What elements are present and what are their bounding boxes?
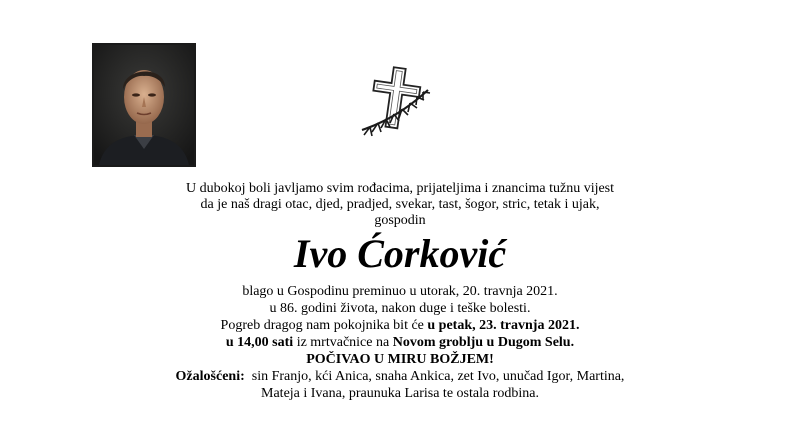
deceased-name: Ivo Ćorković: [293, 231, 507, 276]
funeral-from-text: iz mrtvačnice na: [293, 335, 393, 350]
mourners-label: Ožalošćeni:: [175, 369, 245, 384]
announcement-intro: [0, 181, 800, 229]
funeral-intro-text: Pogreb dragog nam pokojnika bit će: [220, 318, 428, 333]
funeral-date-line: [0, 317, 800, 334]
announcement-details: [0, 283, 800, 402]
funeral-cemetery: Novom groblju u Dugom Selu.: [392, 335, 575, 350]
deceased-photo: [92, 43, 196, 167]
rest-in-peace: POČIVAO U MIRU BOŽJEM!: [306, 352, 494, 367]
death-date-line: blago u Gospodinu preminuo u utorak, 20. travnja 2021.: [242, 284, 558, 299]
intro-line-1: U dubokoj boli javljamo svim rođacima, prijateljima i znancima tužnu vijest: [185, 181, 615, 196]
intro-line-2: da je naš dragi otac, djed, pradjed, svekar, tast, šogor, stric, tetak i ujak,: [200, 197, 600, 212]
rest-in-peace-line: [0, 351, 800, 368]
funeral-time: u 14,00 sati: [225, 335, 294, 350]
cross-symbol: [356, 64, 438, 142]
mourners-line-1: [0, 368, 800, 385]
age-line: u 86. godini života, nakon duge i teške bolesti.: [269, 301, 531, 316]
intro-line-3: gospodin: [374, 213, 426, 228]
mourners-line-2: Mateja i Ivana, praunuka Larisa te ostala rodbina.: [261, 386, 539, 401]
funeral-date: u petak, 23. travnja 2021.: [427, 318, 580, 333]
cross-with-palm-branch-icon: [356, 64, 438, 142]
funeral-place-line: [0, 334, 800, 351]
portrait-photo: [94, 45, 194, 165]
mourners-list-1: sin Franjo, kći Anica, snaha Ankica, zet Ivo, unučad Igor, Martina,: [244, 369, 625, 384]
